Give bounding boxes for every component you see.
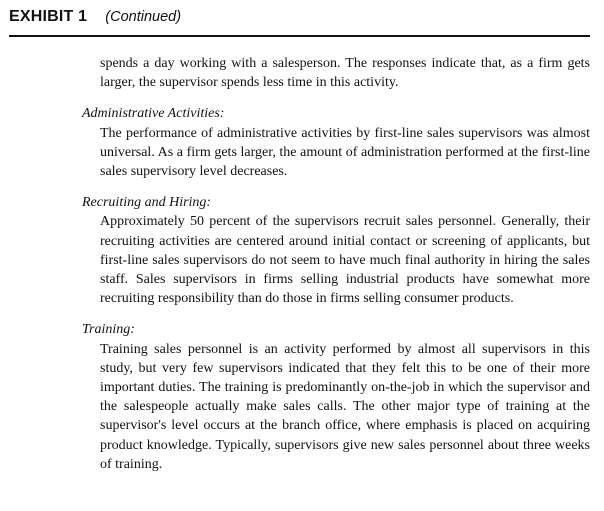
exhibit-body (82, 54, 590, 474)
section-text-recruiting: Approximately 50 percent of the supervisors recruit sales personnel. Generally, their recruiting activities are centered around initial contact or screening of applicants, but first-line sales supervisors do not seem to have much final authority in hiring the sales staff. Sales supervisors in firms selling industrial products have somewhat more recruiting responsibility than do those in firms selling consumer products. (100, 214, 590, 307)
section-administrative (82, 104, 590, 181)
section-training (82, 320, 590, 474)
section-title-recruiting: Recruiting and Hiring: (82, 195, 212, 211)
section-text-training: Training sales personnel is an activity performed by almost all supervisors in this study, but very few supervisors indicated that they felt this to be one of their more important duties. The training is predominantly on-the-job in which the supervisor and the salespeople actually make sales calls. The other major type of training at the supervisor's level occurs at the branch office, where emphasis is placed on acquiring product knowledge. Typically, supervisors give new sales personnel about three weeks of training. (100, 341, 590, 472)
exhibit-header (9, 8, 589, 34)
exhibit-subtitle: (Continued) (105, 9, 182, 25)
section-recruiting (82, 193, 590, 308)
header-rule (9, 35, 590, 37)
exhibit-label: EXHIBIT 1 (9, 8, 88, 25)
intro-paragraph: spends a day working with a salesperson. The responses indicate that, as a firm gets larger, the supervisor spends less time in this activity. (100, 56, 590, 91)
section-title-administrative: Administrative Activities: (82, 106, 225, 122)
section-title-training: Training: (82, 322, 135, 338)
section-text-administrative: The performance of administrative activities by first-line sales supervisors was almost universal. As a firm gets larger, the amount of administration performed at the first-line sales supervisory level decreases. (100, 125, 590, 180)
